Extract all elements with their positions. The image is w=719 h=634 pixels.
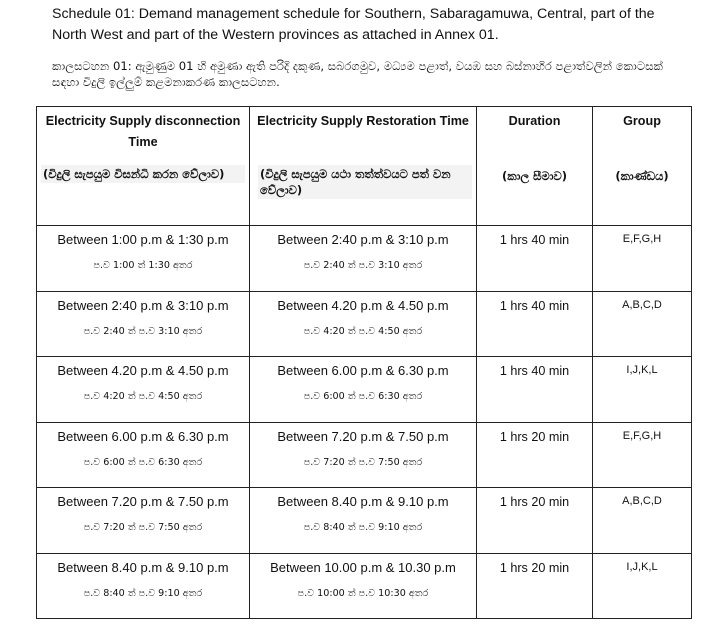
- header-group: [593, 107, 692, 226]
- group-value: I,J,K,L: [626, 364, 658, 376]
- duration-value: 1 hrs 40 min: [499, 233, 570, 247]
- disconnect-time-sinhala: ප.ව 2:40 ත් ප.ව 3:10 අතර: [83, 325, 203, 337]
- duration-cell: [477, 357, 593, 423]
- restore-time-sinhala: ප.ව 4:20 ත් ප.ව 4:50 අතර: [303, 325, 423, 337]
- header-disconnection-time: [37, 107, 250, 226]
- disconnect-cell: [37, 422, 250, 488]
- header-title: Electricity Supply disconnection Time: [45, 114, 241, 149]
- duration-value: 1 hrs 20 min: [499, 495, 570, 509]
- table-row: [37, 422, 692, 488]
- restore-time: Between 8.40 p.m & 9.10 p.m: [277, 494, 449, 509]
- duration-value: 1 hrs 20 min: [499, 560, 570, 575]
- restore-cell: [250, 226, 477, 292]
- schedule-table: [36, 106, 692, 619]
- disconnect-time: Between 1:00 p.m & 1:30 p.m: [57, 232, 229, 247]
- header-duration: [477, 107, 593, 226]
- group-value: A,B,C,D: [622, 495, 662, 507]
- disconnect-time-sinhala: ප.ව 6:00 ත් ප.ව 6:30 අතර: [83, 456, 203, 468]
- restore-cell: [250, 291, 477, 357]
- duration-cell: [477, 488, 593, 554]
- header-sinhala: (කාල සීමාව): [502, 169, 567, 183]
- group-value: A,B,C,D: [622, 298, 662, 311]
- table-row: [37, 291, 692, 357]
- header-title: Duration: [508, 114, 561, 128]
- group-cell: [593, 553, 692, 619]
- restore-cell: [250, 488, 477, 554]
- header-restoration-time: [250, 107, 477, 226]
- duration-value: 1 hrs 40 min: [499, 298, 570, 313]
- header-title: Electricity Supply Restoration Time: [257, 114, 469, 128]
- duration-cell: [477, 291, 593, 357]
- restore-time-sinhala: ප.ව 6:00 ත් ප.ව 6:30 අතර: [303, 391, 423, 402]
- restore-time-sinhala: ප.ව 2:40 ත් ප.ව 3:10 අතර: [303, 260, 423, 271]
- disconnect-time-sinhala: ප.ව 1:00 ත් 1:30 අතර: [93, 260, 193, 271]
- restore-cell: [250, 357, 477, 423]
- restore-time-sinhala: ප.ව 8:40 ත් ප.ව 9:10 අතර: [303, 522, 423, 533]
- header-sinhala: (විදුලි සැපයුම යථා තත්ත්වයට පත් වන වේලාව): [258, 165, 472, 199]
- schedule-heading: Schedule 01: Demand management schedule for Southern, Sabaragamuwa, Central, part of the North West and part of the Western provinces as attached in Annex 01.: [52, 6, 655, 43]
- header-title: Group: [623, 114, 661, 128]
- table-row: [37, 553, 692, 619]
- group-cell: [593, 291, 692, 357]
- duration-cell: [477, 226, 593, 292]
- restore-cell: [250, 422, 477, 488]
- header-sinhala: (විදුලි සැපයුම විසන්ධි කරන වේලාව): [41, 165, 245, 183]
- group-cell: [593, 357, 692, 423]
- table-header-row: [37, 107, 692, 226]
- disconnect-cell: [37, 553, 250, 619]
- group-cell: [593, 488, 692, 554]
- restore-time: Between 4.20 p.m & 4.50 p.m: [277, 297, 449, 313]
- restore-time: Between 10.00 p.m & 10.30 p.m: [270, 559, 456, 575]
- disconnect-time-sinhala: ප.ව 7:20 ත් ප.ව 7:50 අතර: [83, 522, 203, 533]
- schedule-heading-sinhala: කාලසටහන 01: ඇමුණුම 01 හි අමුණා ඇති පරිදි දකුණ, සබරගමුව, මධ්‍යම පළාත්, වයඹ සහ බස්නාහිර පළාත්වලින් කොටසක් සඳහා විදුලි ඉල්ලුම් කළමනාකරණ කාලසටහන.: [52, 59, 663, 89]
- group-cell: [593, 226, 692, 292]
- duration-value: 1 hrs 20 min: [499, 429, 570, 444]
- restore-time: Between 2:40 p.m & 3:10 p.m: [277, 232, 449, 247]
- disconnect-time: Between 6.00 p.m & 6.30 p.m: [57, 428, 229, 444]
- restore-time: Between 6.00 p.m & 6.30 p.m: [277, 363, 449, 378]
- duration-cell: [477, 553, 593, 619]
- disconnect-time: Between 2:40 p.m & 3:10 p.m: [57, 297, 229, 313]
- table-row: [37, 357, 692, 423]
- group-value: E,F,G,H: [622, 233, 662, 245]
- disconnect-time-sinhala: ප.ව 8:40 ත් ප.ව 9:10 අතර: [83, 587, 203, 599]
- disconnect-time: Between 4.20 p.m & 4.50 p.m: [57, 363, 229, 378]
- disconnect-cell: [37, 226, 250, 292]
- duration-value: 1 hrs 40 min: [499, 364, 570, 378]
- disconnect-cell: [37, 357, 250, 423]
- restore-time: Between 7.20 p.m & 7.50 p.m: [277, 428, 449, 444]
- group-cell: [593, 422, 692, 488]
- restore-cell: [250, 553, 477, 619]
- table-row: [37, 488, 692, 554]
- restore-time-sinhala: ප.ව 10:00 ත් ප.ව 10:30 අතර: [297, 587, 429, 599]
- disconnect-time: Between 8.40 p.m & 9.10 p.m: [57, 559, 229, 575]
- disconnect-time-sinhala: ප.ව 4:20 ත් ප.ව 4:50 අතර: [83, 391, 203, 402]
- group-value: I,J,K,L: [626, 560, 658, 573]
- restore-time-sinhala: ප.ව 7:20 ත් ප.ව 7:50 අතර: [303, 456, 423, 468]
- group-value: E,F,G,H: [622, 429, 662, 442]
- disconnect-cell: [37, 291, 250, 357]
- disconnect-cell: [37, 488, 250, 554]
- header-sinhala: (කාණ්ඩය): [615, 169, 669, 183]
- table-row: [37, 226, 692, 292]
- disconnect-time: Between 7.20 p.m & 7.50 p.m: [57, 494, 229, 509]
- duration-cell: [477, 422, 593, 488]
